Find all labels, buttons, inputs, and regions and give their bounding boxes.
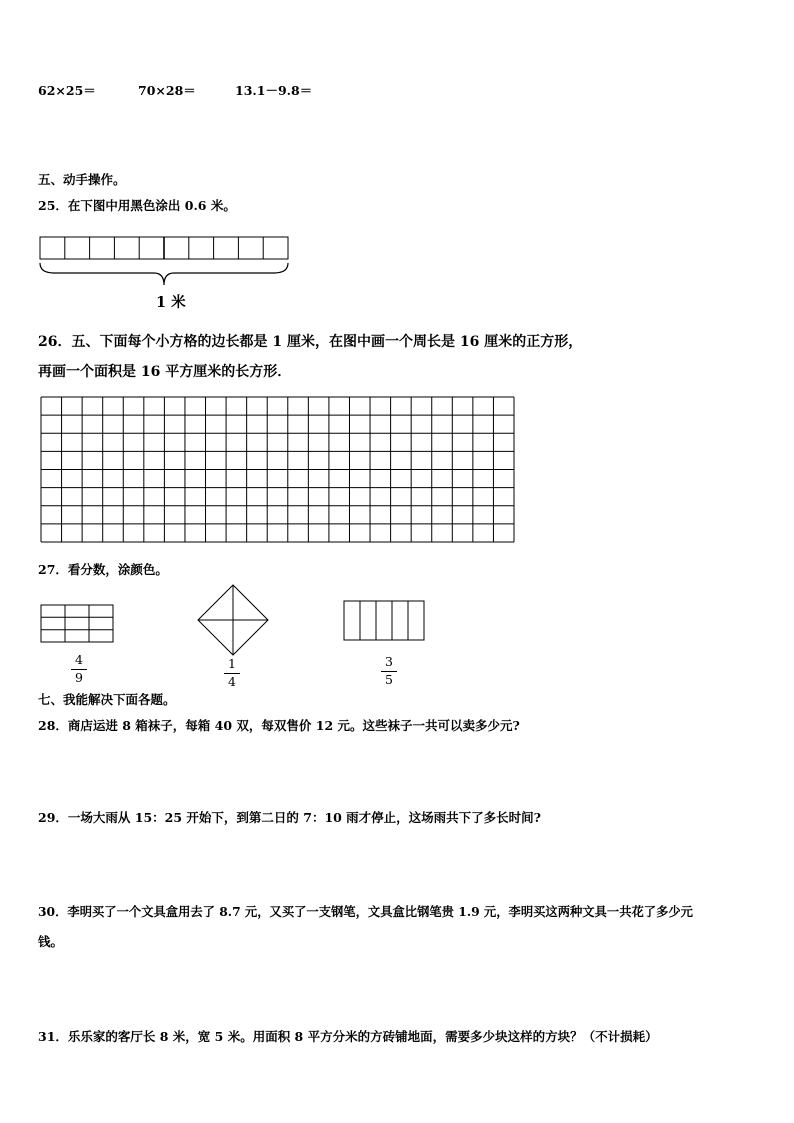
section-heading: 七、我能解决下面各题。: [38, 692, 176, 707]
arithmetic-item: 70×28＝: [138, 83, 196, 98]
question-26-line1: 26．五、下面每个小方格的边长都是 1 厘米，在图中画一个周长是 16 厘米的正方形，: [38, 334, 583, 350]
question-29: 29．一场大雨从 15：25 开始下，到第二日的 7：10 雨才停止，这场雨共下了多长时间?: [38, 810, 542, 825]
question-30-line1: 30．李明买了一个文具盒用去了 8.7 元，又买了一支钢笔，文具盒比钢笔贵 1.9 元，李明买这两种文具一共花了多少元: [38, 904, 693, 919]
fraction-label: [69, 654, 89, 684]
arithmetic-item: 62×25＝: [38, 83, 96, 98]
rect-3x3-shape: [41, 605, 113, 642]
question-25: 25．在下图中用黑色涂出 0.6 米。: [38, 198, 236, 213]
fraction-numerator: 4: [75, 652, 83, 667]
fraction-label: [379, 656, 399, 686]
fraction-numerator: 3: [385, 654, 393, 669]
question-30-line2: 钱。: [38, 934, 64, 949]
fraction-denominator: 4: [228, 673, 236, 689]
fraction-numerator: 1: [228, 656, 236, 671]
question-26-line2: 再画一个面积是 16 平方厘米的长方形．: [38, 364, 292, 380]
section-heading: 五、动手操作。: [38, 172, 126, 187]
fraction-denominator: 9: [75, 669, 83, 685]
arithmetic-item: 13.1－9.8＝: [235, 83, 313, 98]
question-27: 27．看分数，涂颜色。: [38, 562, 168, 577]
rect-5-columns-shape: [344, 601, 424, 640]
diamond-shape: [198, 585, 268, 655]
question-31: 31．乐乐家的客厅长 8 米，宽 5 米。用面积 8 平方分米的方砖铺地面，需要多少块这样的方块？（不计损耗）: [38, 1029, 658, 1044]
fraction-label: [222, 658, 242, 688]
question-28: 28．商店运进 8 箱袜子，每箱 40 双，每双售价 12 元。这些袜子一共可以卖多少元?: [38, 718, 520, 733]
brace-label: 1 米: [156, 294, 186, 311]
fraction-denominator: 5: [385, 671, 393, 687]
